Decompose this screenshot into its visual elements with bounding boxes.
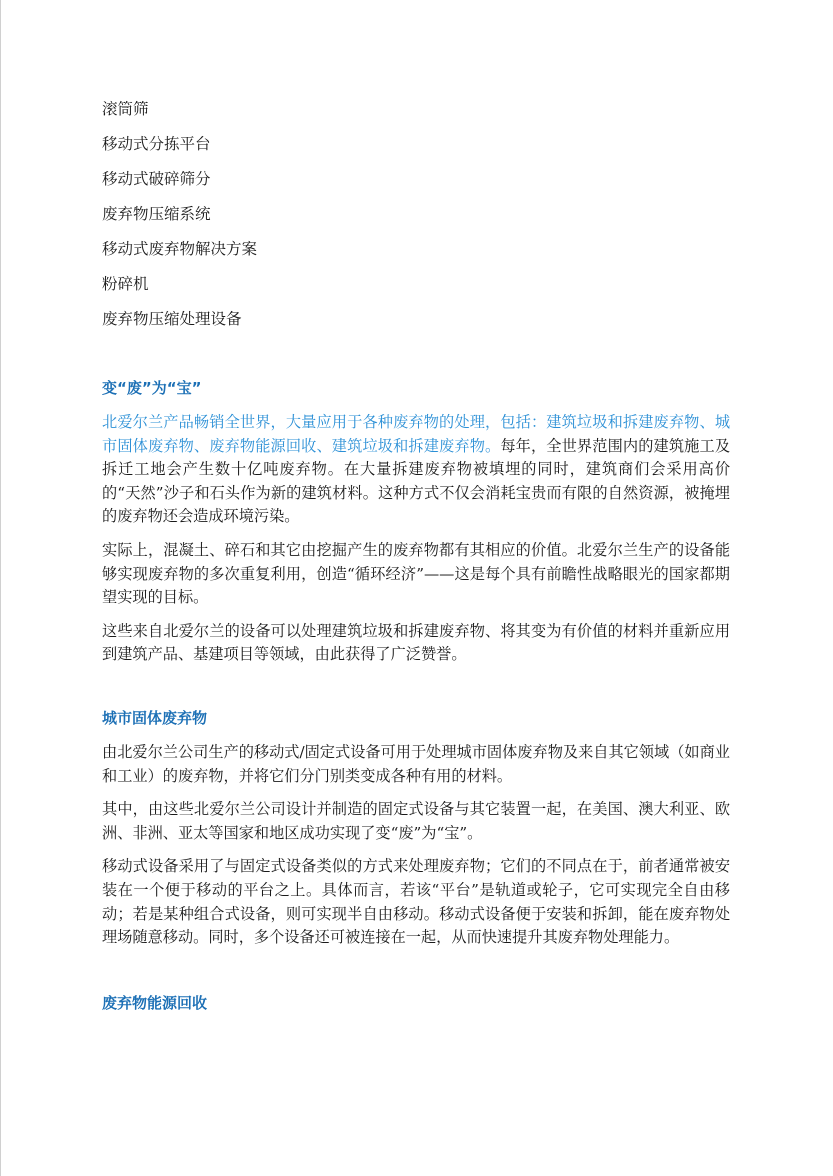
paragraph: 移动式设备采用了与固定式设备类似的方式来处理废弃物；它们的不同点在于，前者通常被安装在一个便于移动的平台之上。具体而言，若该“平台”是轨道或轮子，它可实现完全自由移动；若是某种组合式设备，则可实现半自由移动。移动式设备便于安装和拆卸，能在废弃物处理场随意移动。同时，多个设备还可被连接在一起，从而快速提升其废弃物处理能力。 — [102, 857, 730, 947]
section-heading-waste-to-value: 变“废”为“宝” — [102, 379, 202, 397]
list-item: 废弃物压缩处理设备 — [102, 310, 242, 328]
highlighted-text: 北爱尔兰产品畅销全世界，大量应用于各种废弃物的处理，包括：建筑垃圾和拆建废弃物、城市固体废弃物、废弃物能源回收、建筑垃圾和拆建废弃物。 — [102, 413, 730, 455]
paragraph — [102, 411, 730, 529]
document-body — [102, 98, 730, 1014]
list-item: 废弃物压缩系统 — [102, 205, 211, 223]
paragraph-text: 每年，全世界范围内的建筑施工及拆迁工地会产生数十亿吨废弃物。在大量拆建废弃物被填埋的同时，建筑商们会采用高价的“天然”沙子和石头作为新的建筑材料。这种方式不仅会消耗宝贵而有限的自然资源，被掩埋的废弃物还会造成环境污染。 — [102, 436, 730, 526]
page-left-edge — [0, 0, 1, 1176]
paragraph: 由北爱尔兰公司生产的移动式/固定式设备可用于处理城市固体废弃物及来自其它领域（如商业和工业）的废弃物，并将它们分门别类变成各种有用的材料。 — [102, 742, 730, 785]
product-list — [102, 98, 730, 343]
section-heading-waste-to-energy: 废弃物能源回收 — [102, 993, 208, 1012]
list-item: 移动式分拣平台 — [102, 135, 211, 153]
section-heading-municipal-solid-waste: 城市固体废弃物 — [102, 708, 208, 727]
paragraph: 其中，由这些北爱尔兰公司设计并制造的固定式设备与其它装置一起，在美国、澳大利亚、欧洲、非洲、亚太等国家和地区成功实现了变“废”为“宝”。 — [102, 800, 730, 842]
list-item: 移动式废弃物解决方案 — [102, 240, 258, 258]
list-item: 粉碎机 — [102, 275, 149, 293]
paragraph: 实际上，混凝土、碎石和其它由挖掘产生的废弃物都有其相应的价值。北爱尔兰生产的设备能够实现废弃物的多次重复利用，创造“循环经济”——这是每个具有前瞻性战略眼光的国家都期望实现的目标。 — [102, 540, 730, 607]
list-item: 移动式破碎筛分 — [102, 170, 211, 188]
list-item: 滚筒筛 — [102, 100, 149, 118]
paragraph: 这些来自北爱尔兰的设备可以处理建筑垃圾和拆建废弃物、将其变为有价值的材料并重新应用到建筑产品、基建项目等领域，由此获得了广泛赞誉。 — [102, 621, 730, 664]
